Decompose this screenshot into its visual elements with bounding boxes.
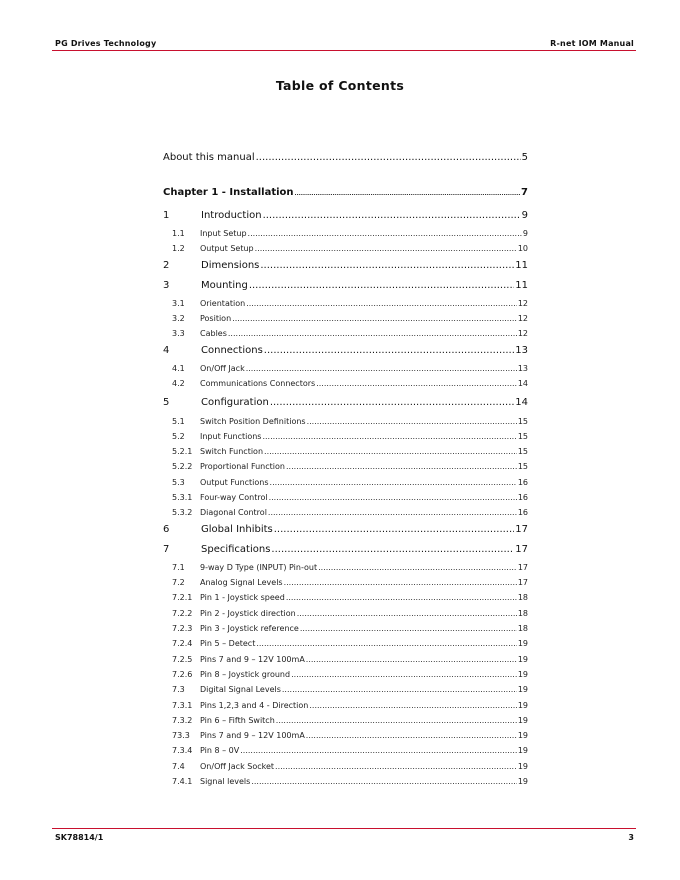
toc-entry-number: 2 [163,260,170,271]
toc-entry-number: 7.3 [172,685,185,694]
toc-dot-leader [271,544,514,555]
toc-entry-title: Switch Position Definitions [200,417,306,426]
toc-entry[interactable] [163,746,528,755]
toc-entry-title: Communications Connectors [200,379,316,388]
toc-dot-leader [274,524,515,535]
toc-entry-title: Pins 7 and 9 – 12V 100mA [200,731,305,740]
toc-entry-page: 12 [517,299,528,308]
toc-dot-leader [248,229,522,238]
header-rule [52,50,636,51]
toc-entry[interactable] [163,187,528,198]
toc-entry-title: Signal levels [200,777,251,786]
header-left: PG Drives Technology [55,39,157,48]
toc-entry-page: 19 [517,716,528,725]
toc-dot-leader [309,701,516,710]
toc-entry-title: Orientation [200,299,246,308]
toc-entry-page: 5 [521,152,528,163]
toc-entry-page: 19 [517,685,528,694]
toc-entry-number: 3.3 [172,329,185,338]
toc-entry-page: 10 [517,244,528,253]
toc-entry-title: Input Functions [200,432,262,441]
toc-entry-number: 7.2.5 [172,655,193,664]
toc-entry-page: 16 [517,478,528,487]
toc-dot-leader [263,210,521,221]
toc-entry[interactable] [163,544,528,555]
toc-dot-leader [300,624,517,633]
toc-entry-title: Pin 8 – Joystick ground [200,670,291,679]
toc-entry-page: 15 [517,432,528,441]
toc-entry-number: 5.2.1 [172,447,193,456]
toc-entry-title: Switch Function [200,447,264,456]
toc-entry-page: 13 [515,345,528,356]
toc-entry-title: Mounting [201,280,248,291]
toc-entry[interactable] [163,524,528,535]
footer-doc-number: SK78814/1 [55,833,104,842]
toc-entry[interactable] [163,152,528,163]
toc-entry[interactable] [163,508,528,517]
toc-entry[interactable] [163,655,528,664]
toc-entry-title: On/Off Jack Socket [200,762,275,771]
toc-entry-title: Chapter 1 - Installation [163,187,294,198]
toc-entry-title: Four-way Control [200,493,268,502]
toc-entry-page: 17 [517,578,528,587]
toc-entry-number: 7 [163,544,170,555]
toc-entry-page: 9 [521,210,528,221]
toc-entry-title: On/Off Jack [200,364,245,373]
toc-dot-leader [270,478,517,487]
toc-dot-leader [264,345,514,356]
toc-dot-leader [228,329,517,338]
toc-entry-page: 16 [517,508,528,517]
toc-entry[interactable] [163,260,528,271]
toc-entry-number: 3 [163,280,170,291]
toc-entry-number: 7.3.4 [172,746,193,755]
toc-entry-title: Pin 6 – Fifth Switch [200,716,275,725]
toc-entry-page: 14 [515,397,528,408]
toc-entry[interactable] [163,777,528,786]
toc-dot-leader [291,670,517,679]
toc-entry-number: 7.1 [172,563,185,572]
toc-entry[interactable] [163,447,528,456]
toc-entry-page: 19 [517,655,528,664]
toc-entry-page: 18 [517,624,528,633]
toc-entry-title: Configuration [201,397,269,408]
toc-entry-number: 73.3 [172,731,190,740]
toc-entry-title: Connections [201,345,263,356]
toc-entry[interactable] [163,762,528,771]
toc-entry-number: 3.2 [172,314,185,323]
toc-entry-title: Pin 3 - Joystick reference [200,624,299,633]
toc-entry-title: 9-way D Type (INPUT) Pin-out [200,563,318,572]
toc-entry-title: Global Inhibits [201,524,273,535]
toc-entry-number: 1.2 [172,244,185,253]
toc-entry-page: 7 [521,187,528,198]
toc-dot-leader [276,716,517,725]
toc-entry-number: 5.2 [172,432,185,441]
toc-entry-page: 15 [517,462,528,471]
toc-entry-number: 7.4.1 [172,777,193,786]
toc-entry-title: About this manual [163,152,255,163]
toc-entry-number: 7.2 [172,578,185,587]
toc-dot-leader [256,152,521,163]
toc-entry[interactable] [163,280,528,291]
toc-dot-leader [306,731,517,740]
toc-entry-page: 17 [517,563,528,572]
toc-entry-title: Diagonal Control [200,508,267,517]
toc-entry-number: 1.1 [172,229,185,238]
toc-entry[interactable] [163,685,528,694]
toc-dot-leader [270,397,514,408]
toc-entry[interactable] [163,593,528,602]
toc-entry-title: Introduction [201,210,262,221]
toc-entry-page: 18 [517,609,528,618]
toc-dot-leader [316,379,517,388]
toc-entry-page: 16 [517,493,528,502]
toc-dot-leader [246,364,517,373]
header-right: R-net IOM Manual [550,39,634,48]
toc-dot-leader [297,609,517,618]
footer-page-number: 3 [628,833,634,842]
toc-entry[interactable] [163,364,528,373]
toc-dot-leader [255,244,517,253]
toc-entry-number: 7.2.4 [172,639,193,648]
toc-entry-number: 7.2.1 [172,593,193,602]
toc-entry-number: 5.3 [172,478,185,487]
toc-entry-number: 1 [163,210,170,221]
toc-entry-title: Output Functions [200,478,269,487]
toc-entry-number: 4.2 [172,379,185,388]
toc-entry-title: Cables [200,329,227,338]
toc-entry-page: 19 [517,762,528,771]
toc-entry[interactable] [163,670,528,679]
toc-dot-leader [262,432,516,441]
toc-entry[interactable] [163,329,528,338]
toc-entry-page: 13 [517,364,528,373]
toc-entry-number: 4.1 [172,364,185,373]
toc-entry-number: 7.3.1 [172,701,193,710]
toc-entry-page: 19 [517,746,528,755]
toc-entry-page: 19 [517,777,528,786]
toc-entry-title: Specifications [201,544,271,555]
toc-entry[interactable] [163,379,528,388]
toc-dot-leader [240,746,517,755]
toc-entry[interactable] [163,397,528,408]
toc-entry-page: 12 [517,329,528,338]
toc-dot-leader [256,639,516,648]
toc-entry-number: 5.2.2 [172,462,193,471]
toc-dot-leader [286,462,517,471]
toc-entry-title: Position [200,314,232,323]
toc-entry-title: Digital Signal Levels [200,685,281,694]
toc-entry-title: Pins 1,2,3 and 4 - Direction [200,701,309,710]
toc-dot-leader [275,762,517,771]
toc-entry[interactable] [163,563,528,572]
toc-dot-leader [286,593,517,602]
toc-entry-page: 19 [517,701,528,710]
toc-entry-page: 18 [517,593,528,602]
toc-dot-leader [251,777,517,786]
toc-entry-number: 5.3.2 [172,508,193,517]
toc-entry-page: 15 [517,417,528,426]
toc-dot-leader [284,578,517,587]
toc-entry-number: 7.2.2 [172,609,193,618]
toc-entry-title: Analog Signal Levels [200,578,283,587]
toc-entry-page: 17 [515,544,528,555]
toc-dot-leader [268,508,517,517]
toc-entry[interactable] [163,462,528,471]
page-title: Table of Contents [275,78,405,93]
toc-entry-page: 11 [515,280,528,291]
toc-entry[interactable] [163,493,528,502]
toc-dot-leader [295,191,520,197]
toc-entry-number: 5.1 [172,417,185,426]
toc-entry-page: 17 [515,524,528,535]
toc-entry[interactable] [163,478,528,487]
toc-entry-title: Proportional Function [200,462,285,471]
toc-entry[interactable] [163,639,528,648]
toc-dot-leader [269,493,517,502]
toc-entry-page: 9 [522,229,528,238]
toc-entry-title: Pins 7 and 9 – 12V 100mA [200,655,305,664]
toc-dot-leader [232,314,517,323]
toc-entry[interactable] [163,701,528,710]
toc-entry-number: 4 [163,345,170,356]
toc-entry[interactable] [163,624,528,633]
toc-entry[interactable] [163,716,528,725]
toc-entry-title: Dimensions [201,260,260,271]
toc-entry-number: 7.2.6 [172,670,193,679]
toc-entry-number: 7.2.3 [172,624,193,633]
toc-entry[interactable] [163,578,528,587]
toc-entry-page: 14 [517,379,528,388]
toc-entry-number: 5.3.1 [172,493,193,502]
toc-entry-page: 19 [517,639,528,648]
toc-entry[interactable] [163,244,528,253]
toc-entry-number: 3.1 [172,299,185,308]
toc-entry-number: 7.4 [172,762,185,771]
toc-entry[interactable] [163,432,528,441]
footer-rule [52,828,636,829]
toc-entry-title: Input Setup [200,229,247,238]
toc-dot-leader [306,655,517,664]
toc-entry[interactable] [163,417,528,426]
toc-entry-title: Pin 1 - Joystick speed [200,593,285,602]
toc-dot-leader [307,417,517,426]
toc-entry-title: Pin 2 - Joystick direction [200,609,296,618]
toc-entry-page: 19 [517,670,528,679]
toc-entry[interactable] [163,299,528,308]
toc-entry-number: 6 [163,524,170,535]
toc-dot-leader [264,447,517,456]
toc-entry-page: 15 [517,447,528,456]
toc-dot-leader [318,563,517,572]
toc-entry-title: Pin 5 – Detect [200,639,256,648]
toc-entry-page: 11 [515,260,528,271]
toc-entry-page: 19 [517,731,528,740]
toc-entry-number: 7.3.2 [172,716,193,725]
toc-entry[interactable] [163,229,528,238]
toc-dot-leader [249,280,514,291]
toc-entry[interactable] [163,345,528,356]
toc-entry-page: 12 [517,314,528,323]
toc-entry[interactable] [163,210,528,221]
toc-entry-number: 5 [163,397,170,408]
toc-entry-title: Pin 8 – 0V [200,746,240,755]
toc-dot-leader [282,685,517,694]
toc-entry[interactable] [163,609,528,618]
toc-entry[interactable] [163,731,528,740]
toc-dot-leader [260,260,514,271]
toc-dot-leader [246,299,517,308]
toc-entry-title: Output Setup [200,244,254,253]
toc-entry[interactable] [163,314,528,323]
